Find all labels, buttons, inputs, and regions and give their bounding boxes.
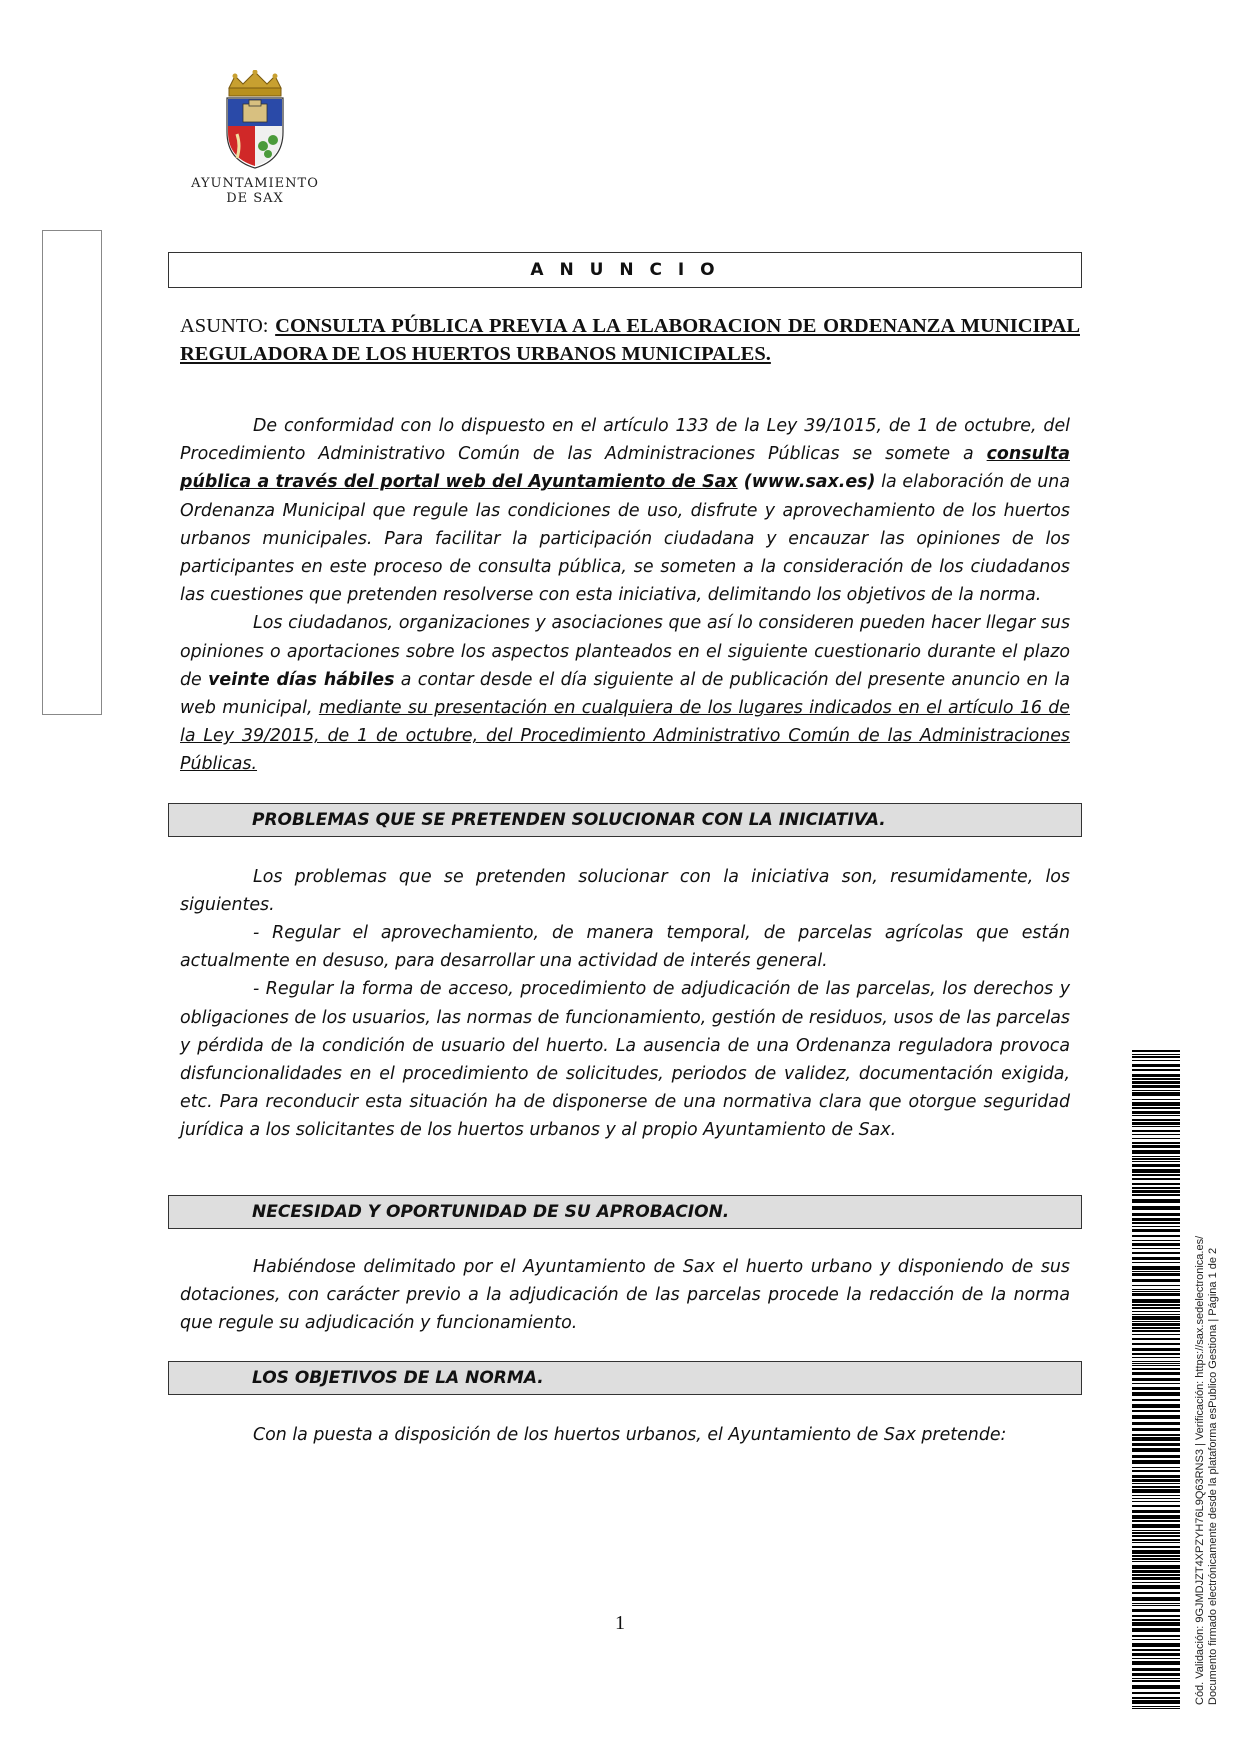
problems-item-2: - Regular la forma de acceso, procedimiento de adjudicación de las parcelas, los derechos y obligaciones de los usuarios, las normas de funcionamiento, gestión de residuos, usos de las parcelas y pérdida de la condición de usuario del huerto. La ausencia de una Ordenanza reguladora provoca disfuncionalidades en el procedimiento de solicitudes, periodos de validez, documentación exigida, etc. Para reconducir esta situación ha de disponerse de una normativa clara que otorgue seguridad jurídica a los solicitantes de los huertos urbanos y al propio Ayuntamiento de Sax.: [180, 979, 1070, 1141]
p1-text-d: la elaboración de una Ordenanza Municipal que regule las condiciones de uso, disfrute y aprovechamiento de los huertos urbanos municipales. Para facilitar la participación ciudadana y encauzar las opiniones de los participantes en este proceso de consulta pública, se someten a la consideración de los ciudadanos las cuestiones que pretenden resolverse con esta iniciativa, delimitando los objetivos de la norma.: [180, 472, 1070, 606]
verification-code: Cód. Validación: 9GJMDJZT4XPZYH76L9Q63RNS3 | Verificación: https://sax.sedelectronica.es/: [1194, 1235, 1206, 1705]
verification-platform: Documento firmado electrónicamente desde la plataforma esPublico Gestiona | Página 1 de 2: [1207, 1247, 1219, 1705]
paragraph-intro: [180, 412, 1070, 609]
objectives-text: Con la puesta a disposición de los huertos urbanos, el Ayuntamiento de Sax pretende:: [253, 1425, 1007, 1446]
p1-text-a: De conformidad con lo dispuesto en el artículo 133 de la Ley 39/1015, de 1 de octubre, del Procedimiento Administrativo Común de las Administraciones Públicas se somete a: [180, 416, 1070, 465]
p2-deadline: veinte días hábiles: [208, 669, 395, 690]
section-heading-problems: PROBLEMAS QUE SE PRETENDEN SOLUCIONAR CON LA INICIATIVA.: [168, 803, 1082, 837]
municipal-logo: [180, 70, 330, 206]
p2-text-c: a contar desde el día siguiente al de publicación del presente anuncio en la web municipal,: [180, 669, 1070, 719]
p1-website: (www.sax.es): [737, 472, 876, 493]
necessity-text: Habiéndose delimitado por el Ayuntamiento de Sax el huerto urbano y disponiendo de sus dotaciones, con carácter previo a la adjudicación de las parcelas procede la redacción de la norma que regule su adjudicación y funcionamiento.: [180, 1256, 1070, 1334]
section-heading-objectives: LOS OBJETIVOS DE LA NORMA.: [168, 1361, 1082, 1395]
p2-submission-places: mediante su presentación en cualquiera de los lugares indicados en el artículo 16 de la Ley 39/2015, de 1 de octubre, del Procedimiento Administrativo Común de las Administraciones Públicas.: [180, 698, 1070, 775]
org-name-line2: DE SAX: [226, 191, 284, 206]
problems-item-1: - Regular el aprovechamiento, de manera temporal, de parcelas agrícolas que están actualmente en desuso, para desarrollar una actividad de interés general.: [180, 923, 1070, 972]
asunto-title: CONSULTA PÚBLICA PREVIA A LA ELABORACION DE ORDENANZA MUNICIPAL REGULADORA DE LOS HUERTOS URBANOS MUNICIPALES.: [180, 315, 1080, 365]
document-heading: A N U N C I O: [168, 252, 1082, 288]
page-number: 1: [615, 1612, 625, 1634]
asunto-label: ASUNTO:: [180, 315, 269, 337]
paragraph-participation: [180, 609, 1070, 778]
section-problems-body: [180, 863, 1070, 1145]
problems-intro: Los problemas que se pretenden solucionar con la iniciativa son, resumidamente, los siguientes.: [180, 866, 1070, 915]
document-content: [168, 252, 1082, 1449]
section-necessity-body: [180, 1253, 1070, 1338]
section-heading-necessity: NECESIDAD Y OPORTUNIDAD DE SU APROBACION.: [168, 1195, 1082, 1229]
verification-text: [1194, 1045, 1220, 1705]
asunto: [180, 312, 1080, 368]
section-objectives-body: [180, 1421, 1070, 1449]
coat-of-arms-icon: [215, 70, 295, 170]
barcode-icon: [1132, 1050, 1180, 1710]
signature-box: [42, 230, 102, 715]
p1-portal-link-text: consulta pública a través del portal web del Ayuntamiento de Sax: [180, 444, 1070, 493]
p2-text-a: Los ciudadanos, organizaciones y asociaciones que así lo consideren pueden hacer llegar sus opiniones o aportaciones sobre los aspectos planteados en el siguiente cuestionario durante el plazo de: [180, 613, 1070, 690]
org-name-line1: AYUNTAMIENTO: [191, 176, 319, 191]
body-text: [180, 412, 1070, 779]
